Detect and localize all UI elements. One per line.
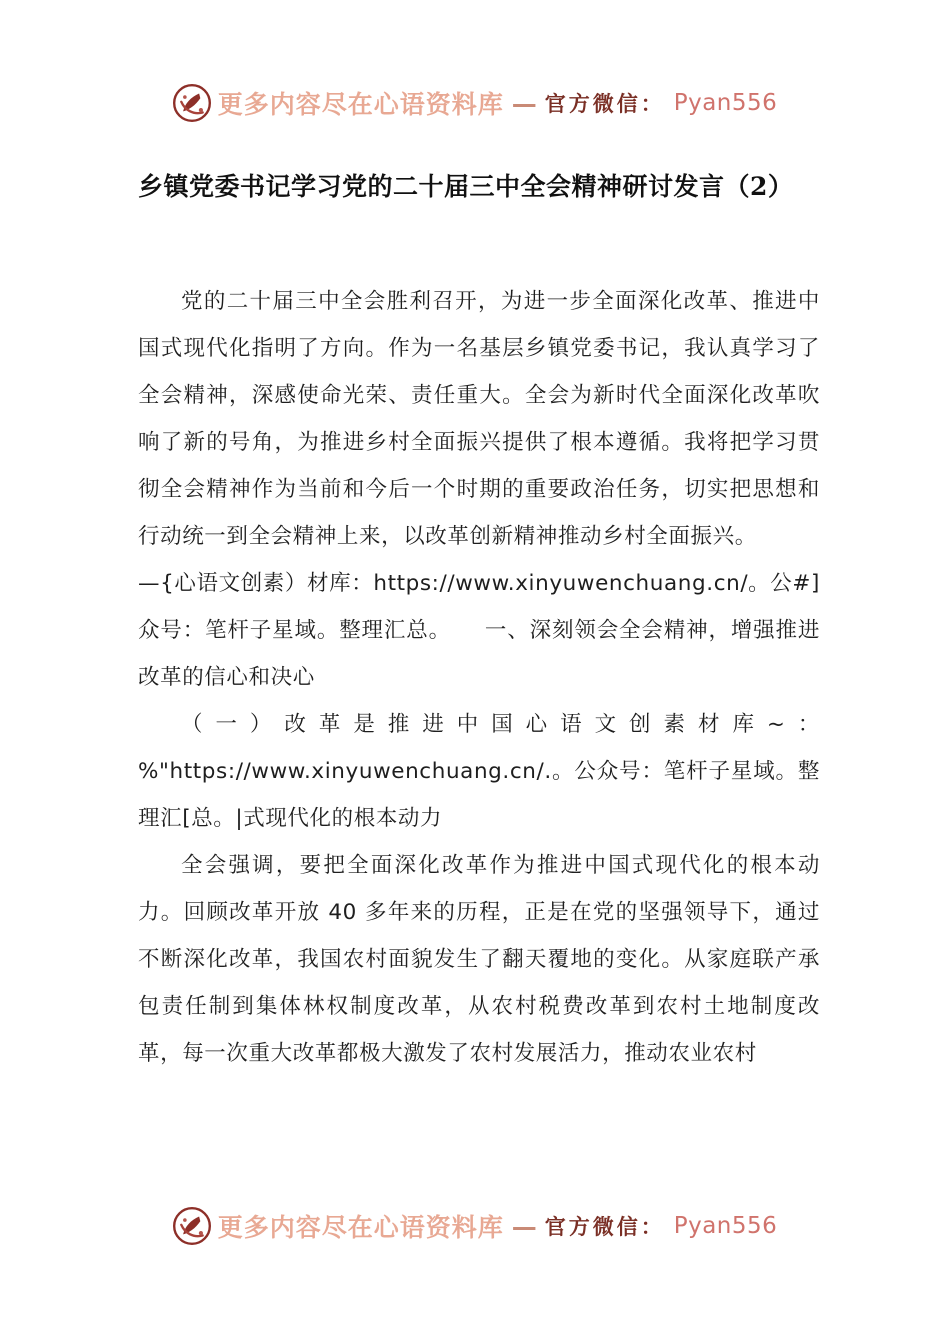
page-title: 乡镇党委书记学习党的二十届三中全会精神研讨发言（2） bbox=[138, 172, 794, 201]
seal-brush-logo-icon bbox=[173, 84, 211, 122]
body-paragraph-reform-driver: 全会强调，要把全面深化改革作为推进中国式现代化的根本动力。回顾改革开放 40 多年来的历程，正是在党的坚强领导下，通过不断深化改革，我国农村面貌发生了翻天覆地的变化。从家庭联产承包责任制到集体林权制度改革，从农村税费改革到农村土地制度改革，每一次重大改革都极大激发了农村发展活力，推动农业农村 bbox=[138, 852, 820, 1066]
heading-section-one-a: （一）改革是推进中国心语文创素材库~：%"https://www.xinyuwenchuang.cn/.。公众号：笔杆子星域。整理汇[总。|式现代化的根本动力 bbox=[138, 711, 820, 831]
watermark-banner-top bbox=[0, 84, 950, 122]
document-body bbox=[138, 168, 820, 1077]
opening-paragraph: 党的二十届三中全会胜利召开，为进一步全面深化改革、推进中国式现代化指明了方向。作为一名基层乡镇党委书记，我认真学习了全会精神，深感使命光荣、责任重大。全会为新时代全面深化改革吹响了新的号角，为推进乡村全面振兴提供了根本遵循。我将把学习贯彻全会精神作为当前和今后一个时期的重要政治任务，切实把思想和行动统一到全会精神上来，以改革创新精神推动乡村全面振兴。 bbox=[138, 288, 820, 549]
watermark-wechat-label: 官方微信： bbox=[544, 91, 665, 116]
seal-brush-logo-icon bbox=[173, 1207, 211, 1245]
watermark-wechat-label: 官方微信： bbox=[544, 1214, 665, 1239]
watermark-dash: — bbox=[511, 1211, 537, 1241]
watermark-dash: — bbox=[511, 88, 537, 118]
watermark-wechat-code: Pyan556 bbox=[673, 90, 778, 116]
watermark-banner-bottom bbox=[0, 1207, 950, 1245]
watermark-wechat-code: Pyan556 bbox=[673, 1213, 778, 1239]
watermark-text: 更多内容尽在心语资料库 bbox=[217, 1213, 504, 1242]
watermark-inline-line-1: —{心语文创素）材库：https://www.xinyuwenchuang.cn/。公#]众号：笔杆子星域。整理汇总。 一、深刻领会全会精神，增强推进改革的信心和决心 bbox=[138, 570, 820, 690]
watermark-text: 更多内容尽在心语资料库 bbox=[217, 90, 504, 119]
